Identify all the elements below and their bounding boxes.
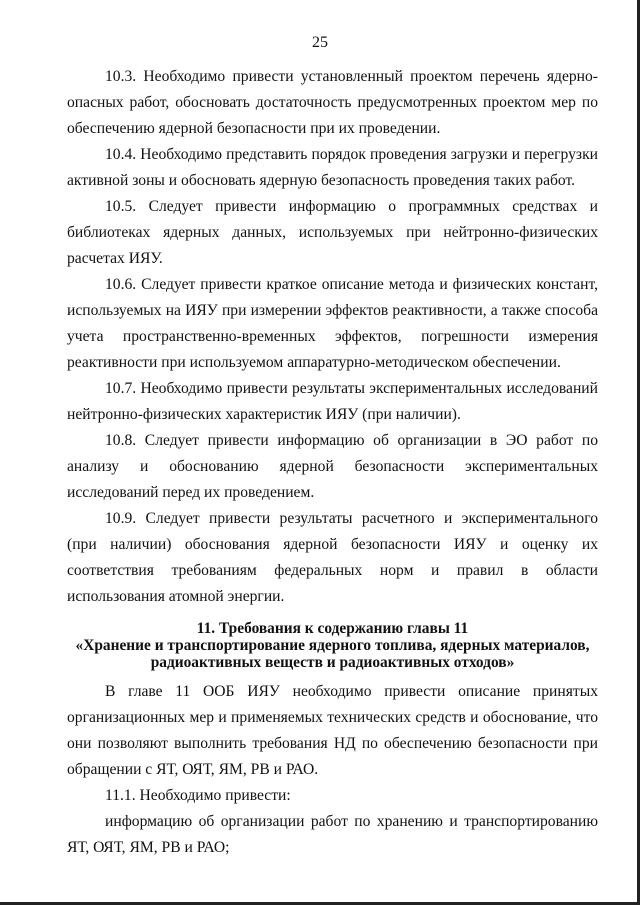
section-heading-line-2: «Хранение и транспортирование ядерного топлива, ядерных материалов,: [75, 637, 590, 654]
section-heading-line-1: 11. Требования к содержанию главы 11: [196, 620, 469, 637]
paragraph-10-8: 10.8. Следует привести информацию об организации в ЭО работ по анализу и обоснованию ядерной безопасности экспериментальных исследований перед их проведением.: [67, 432, 598, 501]
section-heading-line-3: радиоактивных веществ и радиоактивных отходов»: [150, 654, 515, 671]
paragraph-10-5: 10.5. Следует привести информацию о программных средствах и библиотеках ядерных данных, используемых при нейтронно-физических расчетах ИЯУ.: [67, 198, 598, 267]
paragraph-10-7: 10.7. Необходимо привести результаты экспериментальных исследований нейтронно-физических характеристик ИЯУ (при наличии).: [67, 380, 598, 423]
paragraph-10-6: 10.6. Следует привести краткое описание метода и физических констант, используемых на ИЯУ при измерении эффектов реактивности, а также способа учета пространственно-временных эффектов, погрешности измерения реактивности при используемом аппаратурно-методическом обеспечении.: [67, 276, 598, 371]
paragraph-11-1: 11.1. Необходимо привести:: [105, 787, 291, 804]
section-heading: [67, 620, 598, 671]
paragraph-10-3: 10.3. Необходимо привести установленный проектом перечень ядерно-опасных работ, обосновать достаточность предусмотренных проектом мер по обеспечению ядерной безопасности при их проведении.: [67, 68, 598, 137]
paragraph-10-4: 10.4. Необходимо представить порядок проведения загрузки и перегрузки активной зоны и обосновать ядерную безопасность проведения таких работ.: [67, 146, 598, 189]
list-item-storage-transport: информацию об организации работ по хранению и транспортированию ЯТ, ОЯТ, ЯМ, РВ и РАО;: [67, 813, 598, 856]
document-body: [67, 64, 598, 861]
paragraph-chapter-11-intro: В главе 11 ООБ ИЯУ необходимо привести описание принятых организационных мер и применяемых технических средств и обоснование, что они позволяют выполнить требования НД по обеспечению безопасности при обращении с ЯТ, ОЯТ, ЯМ, РВ и РАО.: [67, 683, 598, 778]
page-number: 25: [312, 34, 328, 51]
paragraph-10-9: 10.9. Следует привести результаты расчетного и экспериментального (при наличии) обоснования ядерной безопасности ИЯУ и оценку их соответствия требованиям федеральных норм и правил в области использования атомной энергии.: [67, 510, 598, 605]
